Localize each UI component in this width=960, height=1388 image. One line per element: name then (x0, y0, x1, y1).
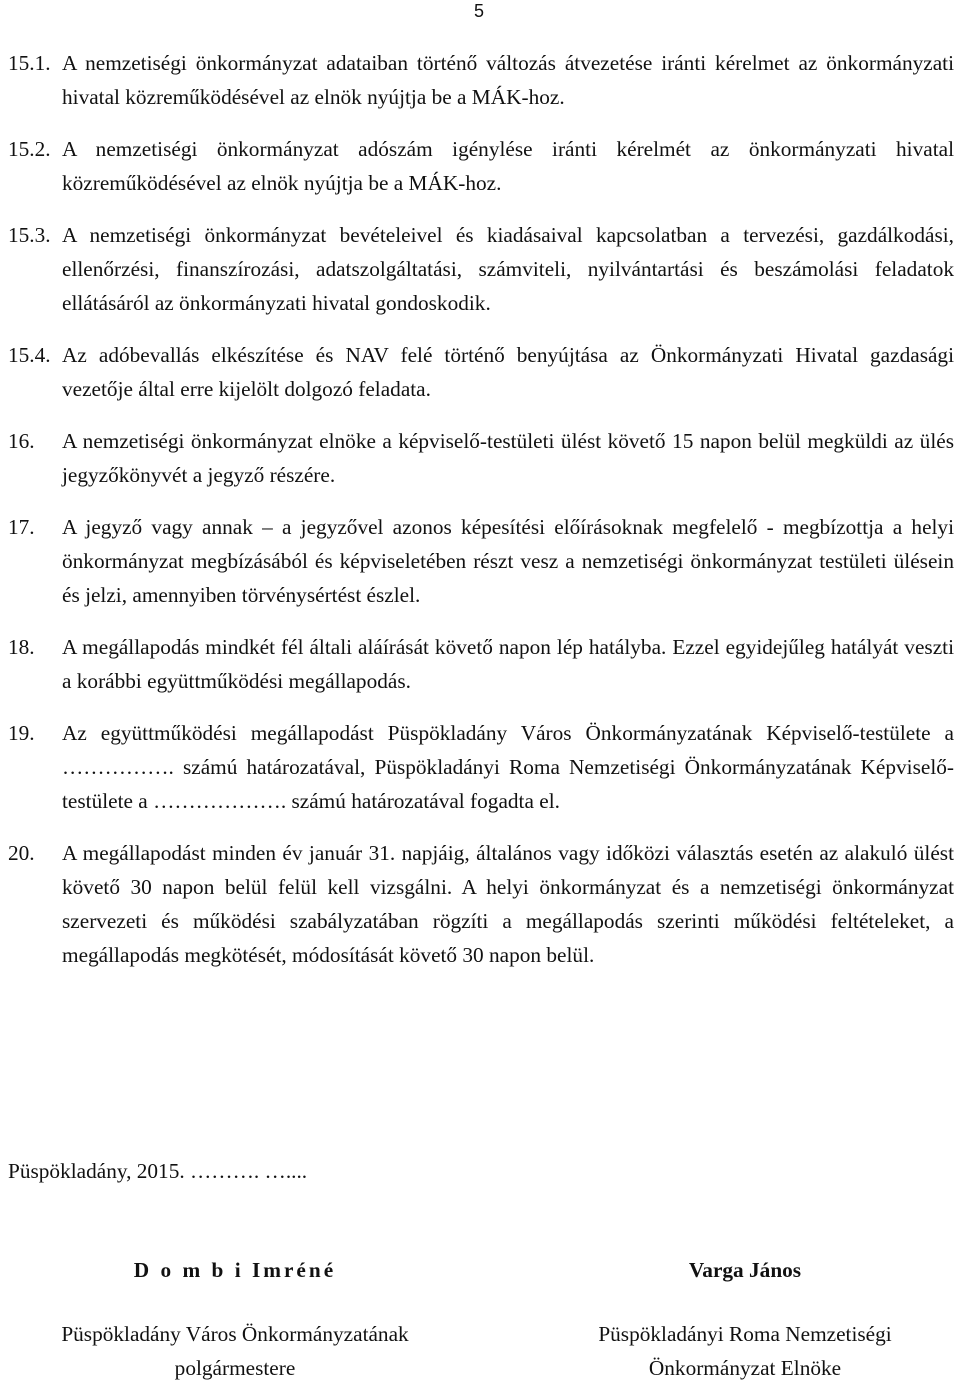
signatory-title: Önkormányzat Elnöke (648, 1356, 842, 1380)
paragraph-text: A nemzetiségi önkormányzat adataiban történő változás átvezetése iránti kérelmet az önkormányzati hivatal közreműködésével az elnök nyújtja be a MÁK-hoz. (62, 51, 954, 109)
paragraph-15-2 (8, 132, 954, 200)
paragraph-15-1 (8, 46, 954, 114)
signature-block-mayor (0, 1253, 470, 1385)
signatory-name: D o m b i Imréné (133, 1258, 337, 1282)
signatory-title: Püspökladányi Roma Nemzetiségi (598, 1322, 892, 1346)
paragraph-number: 19. (8, 721, 35, 745)
signatory-title: polgármestere (174, 1356, 296, 1380)
paragraph-17 (8, 510, 954, 612)
paragraph-text: A nemzetiségi önkormányzat bevételeivel és kiadásaival kapcsolatban a tervezési, gazdálkodási, ellenőrzési, finanszírozási, adatszolgáltatási, számviteli, nyilvántartási és beszámolási feladatok ellátásáról az önkormányzati hivatal gondoskodik. (62, 223, 954, 315)
paragraph-text: Az együttműködési megállapodást Püspökladány Város Önkormányzatának Képviselő-testülete a ……………. számú határozatával, Püspökladányi Roma Nemzetiségi Önkormányzatának Képviselő-testülete a ………………. számú határozatával fogadta el. (62, 721, 954, 813)
paragraph-text: A nemzetiségi önkormányzat adószám igénylése iránti kérelmét az önkormányzati hivatal közreműködésével az elnök nyújtja be a MÁK-hoz. (62, 137, 954, 195)
paragraph-number: 18. (8, 635, 35, 659)
paragraph-number: 15.1. (8, 51, 51, 75)
paragraph-number: 16. (8, 429, 35, 453)
paragraph-text: A nemzetiségi önkormányzat elnöke a képviselő-testületi ülést követő 15 napon belül megküldi az ülés jegyzőkönyvét a jegyző részére. (62, 429, 954, 487)
paragraph-18 (8, 630, 954, 698)
signatory-name: Varga János (688, 1258, 802, 1282)
paragraph-number: 15.2. (8, 137, 51, 161)
paragraph-15-4 (8, 338, 954, 406)
paragraph-number: 17. (8, 515, 35, 539)
paragraph-text: A jegyző vagy annak – a jegyzővel azonos képesítési előírásoknak megfelelő - megbízottja a helyi önkormányzat megbízásából és képviseletében részt vesz a nemzetiségi önkormányzat testületi ülésein és jelzi, amennyiben törvénysértést észlel. (62, 515, 954, 607)
paragraph-20 (8, 836, 954, 972)
page-number: 5 (474, 1, 485, 21)
paragraph-15-3 (8, 218, 954, 320)
paragraph-text: A megállapodás mindkét fél általi aláírását követő napon lép hatályba. Ezzel egyidejűleg hatályát veszti a korábbi együttműködési megállapodás. (62, 635, 954, 693)
signatory-title: Püspökladány Város Önkormányzatának (61, 1322, 409, 1346)
document-body (8, 46, 954, 990)
paragraph-number: 15.4. (8, 343, 51, 367)
paragraph-16 (8, 424, 954, 492)
paragraph-19 (8, 716, 954, 818)
paragraph-text: A megállapodást minden év január 31. napjáig, általános vagy időközi választás esetén az alakuló ülést követő 30 napon belül felül kell vizsgálni. A helyi önkormányzat és a nemzetiségi önkormányzat szervezeti és működési szabályzatában rögzíti a megállapodás szerinti működési feltételeket, a megállapodás megkötését, módosítását követő 30 napon belül. (62, 841, 954, 967)
signature-block-minority-president (510, 1253, 960, 1385)
place-and-date: Püspökladány, 2015. ………. ….... (8, 1159, 308, 1183)
paragraph-number: 15.3. (8, 223, 51, 247)
paragraph-text: Az adóbevallás elkészítése és NAV felé történő benyújtása az Önkormányzati Hivatal gazdasági vezetője által erre kijelölt dolgozó feladata. (62, 343, 954, 401)
paragraph-number: 20. (8, 841, 35, 865)
